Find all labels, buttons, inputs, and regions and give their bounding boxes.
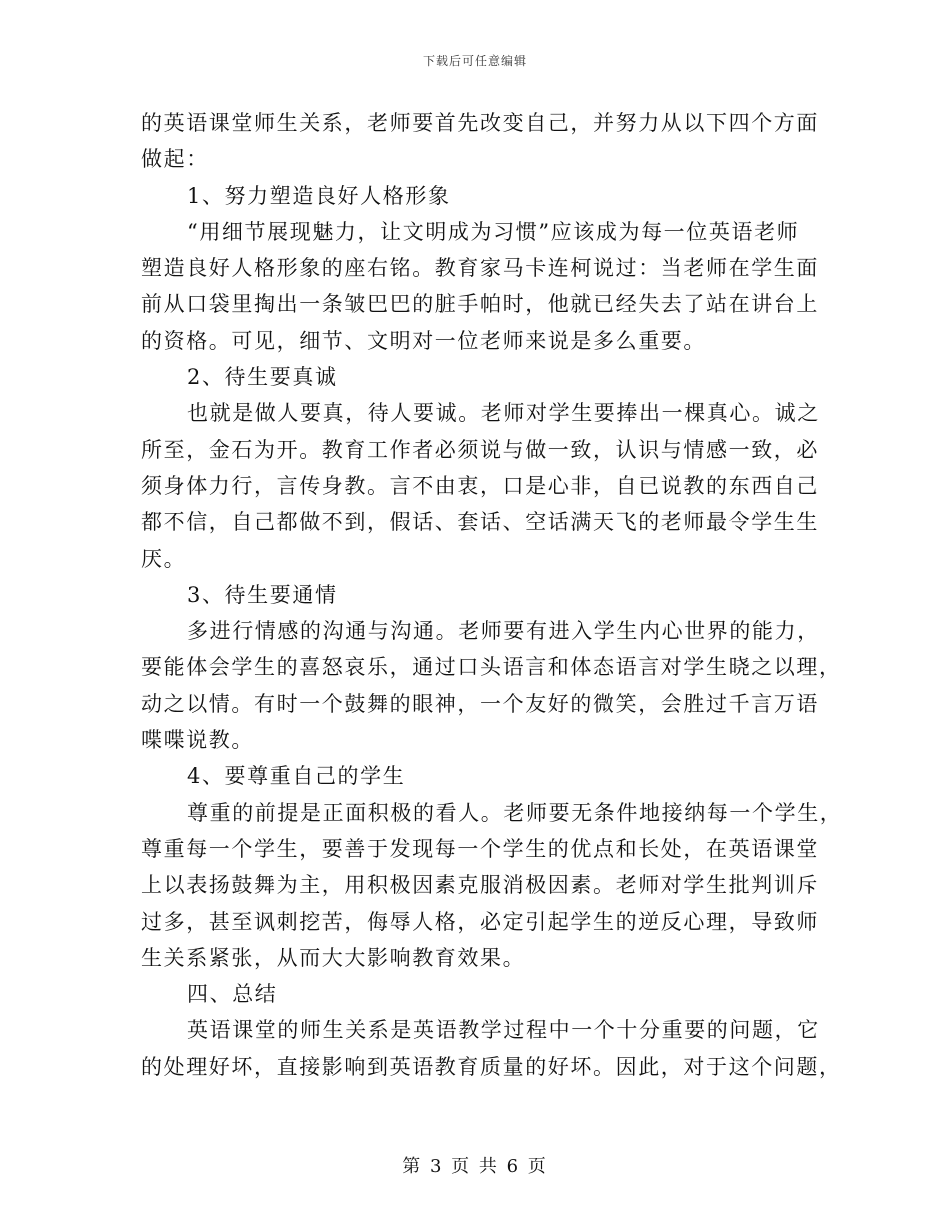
paragraph-line: 喋喋说教。 <box>141 728 254 753</box>
paragraph-line: 须身体力行，言传身教。言不由衷，口是心非，自已说教的东西自己 <box>141 473 819 498</box>
section-heading: 4、要尊重自己的学生 <box>187 764 406 789</box>
paragraph-line: 厌。 <box>141 546 187 571</box>
paragraph-line: 都不信，自己都做不到，假话、套话、空话满天飞的老师最令学生生 <box>141 510 819 535</box>
paragraph-line: 尊重每一个学生，要善于发现每一个学生的优点和长处，在英语课堂 <box>141 836 819 861</box>
paragraph-line: 塑造良好人格形象的座右铭。教育家马卡连柯说过：当老师在学生面 <box>141 256 819 281</box>
section-heading: 2、待生要真诚 <box>187 365 338 390</box>
paragraph-line: 尊重的前提是正面积极的看人。老师要无条件地接纳每一个学生， <box>187 800 843 825</box>
paragraph-line: 要能体会学生的喜怒哀乐，通过口头语言和体态语言对学生晓之以理， <box>141 655 842 680</box>
paragraph-line: “用细节展现魅力，让文明成为习惯”应该成为每一位英语老师 <box>187 219 800 244</box>
page-number-footer: 第 3 页 共 6 页 <box>402 1156 548 1177</box>
paragraph-line: 上以表扬鼓舞为主，用积极因素克服消极因素。老师对学生批判训斥 <box>141 873 819 898</box>
body-text <box>141 105 843 1085</box>
paragraph-line: 的资格。可见，细节、文明对一位老师来说是多么重要。 <box>141 328 706 353</box>
paragraph-line: 的英语课堂师生关系，老师要首先改变自己，并努力从以下四个方面 <box>141 111 819 135</box>
paragraph-line: 所至，金石为开。教育工作者必须说与做一致，认识与情感一致，必 <box>141 437 819 462</box>
paragraph-line: 做起： <box>141 147 209 172</box>
section-heading: 3、待生要通情 <box>187 582 338 607</box>
header-note: 下载后可任意编辑 <box>422 54 527 68</box>
paragraph-line: 动之以情。有时一个鼓舞的眼神，一个友好的微笑，会胜过千言万语 <box>141 691 819 716</box>
paragraph-line: 生关系紧张，从而大大影响教育效果。 <box>141 945 526 970</box>
paragraph-line: 的处理好坏，直接影响到英语教育质量的好坏。因此，对于这个问题， <box>141 1054 842 1079</box>
paragraph-line: 前从口袋里掏出一条皱巴巴的脏手帕时，他就已经失去了站在讲台上 <box>141 292 819 317</box>
paragraph-line: 也就是做人要真，待人要诚。老师对学生要捧出一棵真心。诚之 <box>187 401 820 426</box>
paragraph-line: 多进行情感的沟通与沟通。老师要有进入学生内心世界的能力， <box>187 619 820 644</box>
section-heading: 四、总结 <box>187 982 278 1007</box>
paragraph-line: 过多，甚至讽刺挖苦，侮辱人格，必定引起学生的逆反心理，导致师 <box>141 909 819 934</box>
paragraph-line: 英语课堂的师生关系是英语教学过程中一个十分重要的问题，它 <box>187 1018 820 1043</box>
section-heading: 1、努力塑造良好人格形象 <box>187 183 451 208</box>
